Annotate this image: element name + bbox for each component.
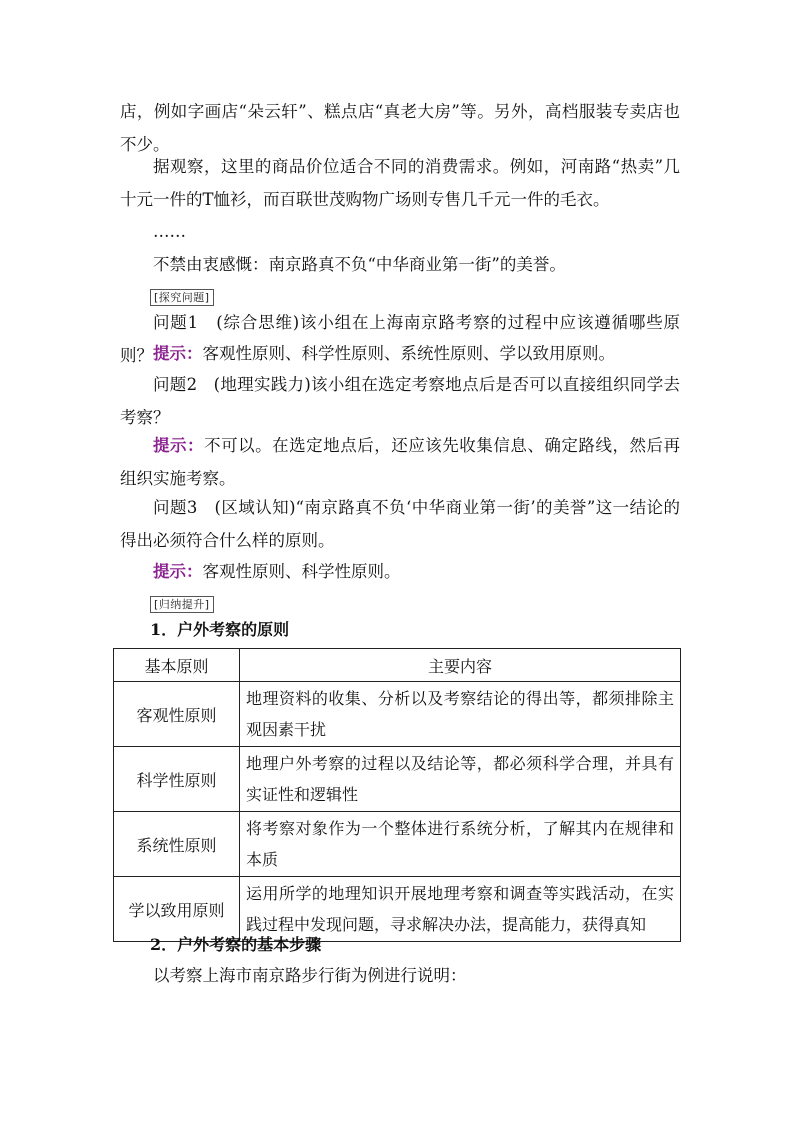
hint-2-label: 提示： — [153, 436, 205, 455]
heading-principles: 1．户外考察的原则 — [150, 620, 290, 639]
table-cell-principle: 客观性原则 — [114, 682, 240, 747]
question-2 — [120, 368, 680, 434]
ellipsis: …… — [153, 222, 186, 241]
question-1-label: 问题1 — [153, 313, 199, 332]
hint-3-text: 客观性原则、科学性原则。 — [202, 562, 401, 581]
table-cell-content: 将考察对象作为一个整体进行系统分析，了解其内在规律和本质 — [240, 812, 681, 877]
table-cell-content: 运用所学的地理知识开展地理考察和调查等实践活动，在实践过程中发现问题，寻求解决办法，提高能力，获得真知 — [240, 877, 681, 942]
question-2-label: 问题2 — [153, 375, 198, 394]
question-2-text: (地理实践力)该小组在选定考察地点后是否可以直接组织同学去考察？ — [120, 375, 681, 427]
question-3-text: (区域认知)“南京路真不负‘中华商业第一街’的美誉”这一结论的得出必须符合什么样的原则。 — [120, 498, 680, 550]
question-3-label: 问题3 — [153, 498, 198, 517]
table-row — [114, 747, 681, 812]
heading-steps: 2．户外考察的基本步骤 — [150, 935, 322, 954]
table-cell-content: 地理户外考察的过程以及结论等，都必须科学合理，并具有实证性和逻辑性 — [240, 747, 681, 812]
table-row — [114, 812, 681, 877]
table-row — [114, 877, 681, 942]
table-header-row — [114, 649, 681, 682]
principles-table — [113, 648, 681, 942]
section-tag-summary: [归纳提升] — [150, 596, 214, 613]
hint-3-label: 提示： — [153, 562, 203, 581]
hint-1-text: 客观性原则、科学性原则、系统性原则、学以致用原则。 — [202, 344, 615, 363]
table-cell-principle: 学以致用原则 — [114, 877, 240, 942]
hint-2-text: 不可以。在选定地点后，还应该先收集信息、确定路线，然后再组织实施考察。 — [120, 436, 681, 488]
section-tag-explore: [探究问题] — [150, 289, 214, 306]
table-row — [114, 682, 681, 747]
paragraph-observation: 据观察，这里的商品价位适合不同的消费需求。例如，河南路“热卖”几十元一件的T恤衫，而百联世茂购物广场则专售几千元一件的毛衣。 — [120, 157, 680, 209]
table-cell-principle: 系统性原则 — [114, 812, 240, 877]
column-header-principle: 基本原则 — [114, 649, 240, 682]
table-cell-content: 地理资料的收集、分析以及考察结论的得出等，都须排除主观因素干扰 — [240, 682, 681, 747]
paragraph-shops: 店，例如字画店“朵云轩”、糕点店“真老大房”等。另外，高档服装专卖店也不少。 — [120, 102, 680, 154]
hint-2 — [120, 429, 680, 495]
question-3 — [120, 491, 680, 557]
paragraph-example: 以考察上海市南京路步行街为例进行说明： — [153, 966, 467, 985]
hint-3 — [120, 555, 680, 588]
table-cell-principle: 科学性原则 — [114, 747, 240, 812]
column-header-content: 主要内容 — [240, 649, 681, 682]
hint-1 — [120, 337, 680, 370]
hint-1-label: 提示： — [153, 344, 203, 363]
paragraph-conclusion: 不禁由衷感慨：南京路真不负“中华商业第一街”的美誉。 — [153, 255, 566, 274]
question-1-text: (综合思维)该小组在上海南京路考察的过程中应该遵循哪些原则？ — [120, 313, 681, 365]
